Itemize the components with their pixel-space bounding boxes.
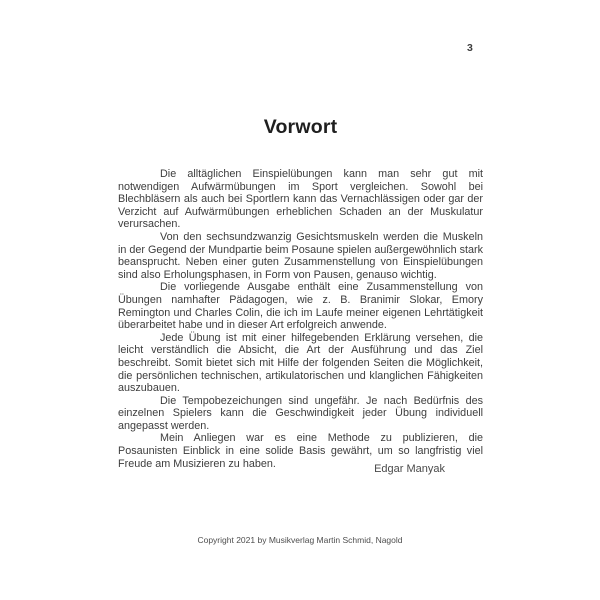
preface-body [118, 168, 483, 470]
paragraph: Jede Übung ist mit einer hilfegebenden Erklärung versehen, die leicht verständlich die Absicht, die Art der Ausführung und das Ziel beschreibt. Somit bietet sich mit Hilfe der folgenden Seiten die Möglichkeit, die persönlichen technischen, artikulatorischen und klanglichen Fähigkeiten auszubauen. [118, 331, 483, 395]
paragraph: Von den sechsundzwanzig Gesichtsmuskeln werden die Muskeln in der Gegend der Mundpartie beim Posaune spielen außergewöhnlich stark beansprucht. Neben einer guten Zusammenstellung von Einspielübungen sind also Erholungsphasen, in Form von Pausen, genauso wichtig. [118, 230, 483, 281]
paragraph: Die Tempobezeichungen sind ungefähr. Je nach Bedürfnis des einzelnen Spielers kann die Geschwindigkeit jeder Übung individuell angepasst werden. [118, 394, 483, 432]
paragraph: Mein Anliegen war es eine Methode zu publizieren, die Posaunisten Einblick in eine solide Basis gewährt, um so langfristig viel Freude am Musizieren zu haben. [118, 432, 483, 470]
paragraph: Die alltäglichen Einspielübungen kann man sehr gut mit notwendigen Aufwärmübungen im Sport vergleichen. Sowohl bei Blechbläsern als auch bei Sportlern kann das Vernachlässigen oder gar der Verzicht auf Aufwärmübungen erheblichen Schaden an der Muskulatur verursachen. [118, 168, 483, 231]
page-number: 3 [467, 42, 473, 54]
copyright-line: Copyright 2021 by Musikverlag Martin Schmid, Nagold [197, 535, 403, 545]
author-signature: Edgar Manyak [374, 463, 445, 475]
page-title: Vorwort [263, 116, 338, 138]
paragraph: Die vorliegende Ausgabe enthält eine Zusammenstellung von Übungen namhafter Pädagogen, wie z. B. Branimir Slokar, Emory Remington und Charles Colin, die ich im Laufe meiner eigenen Lehrtätigkeit überarbeitet habe und in dieser Art erfolgreich anwende. [118, 281, 483, 332]
